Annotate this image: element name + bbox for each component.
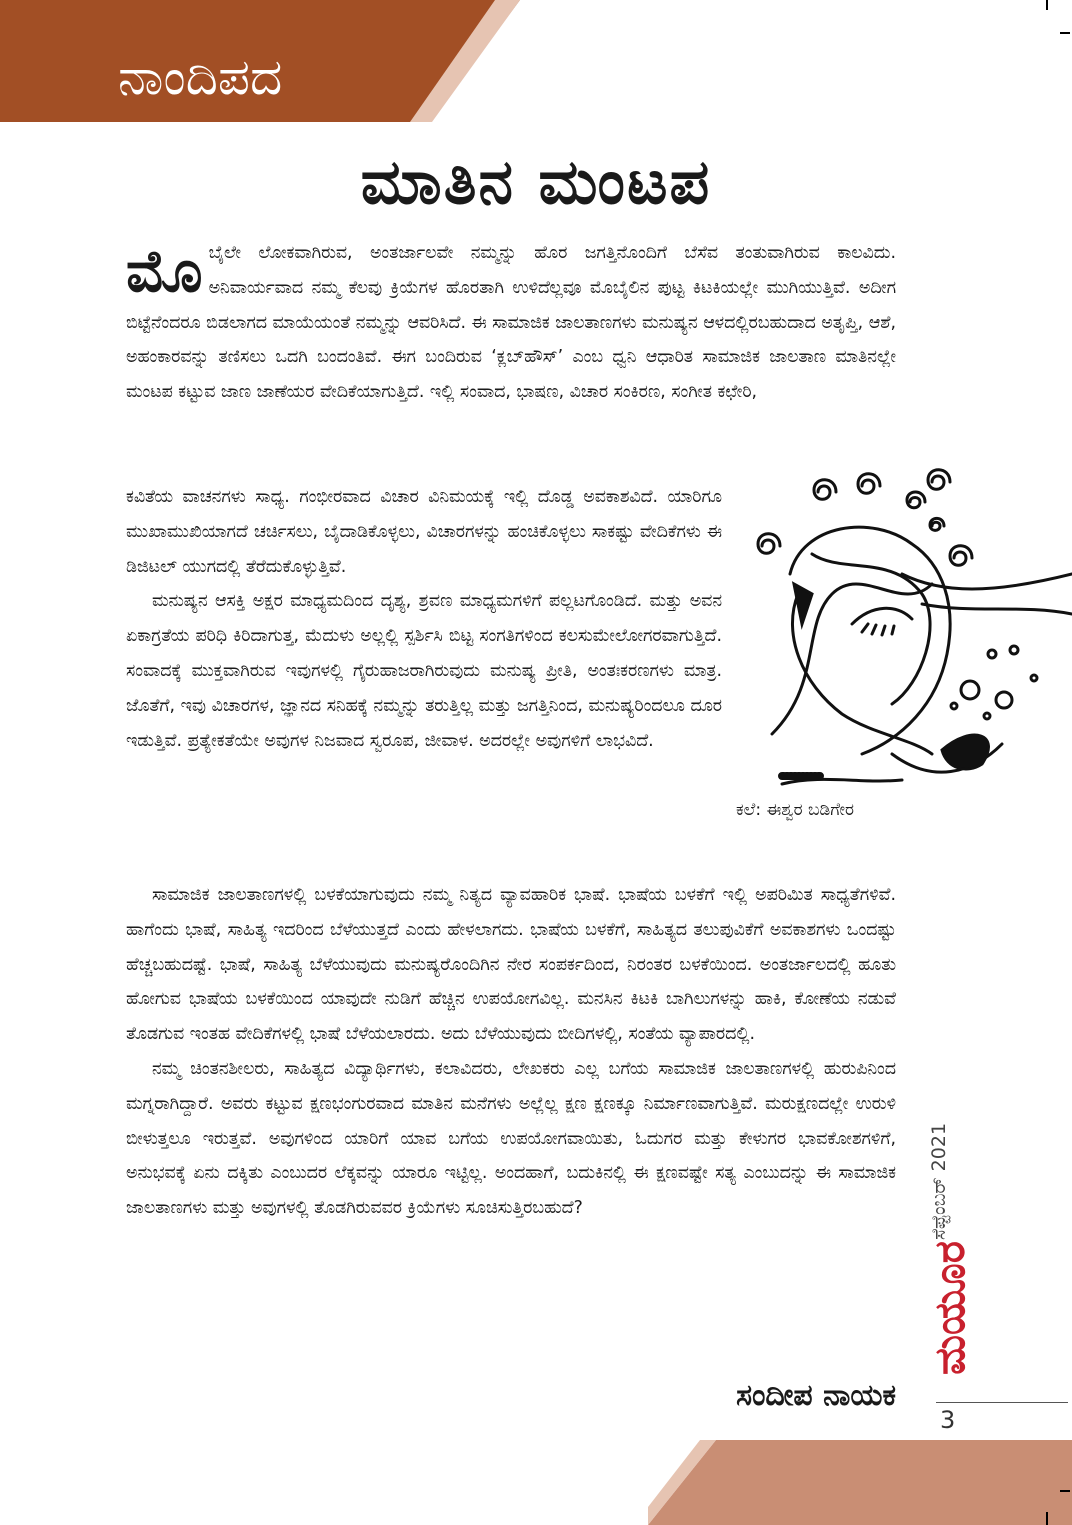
article-column-bottom [126, 878, 896, 1226]
crop-mark [1060, 1490, 1070, 1492]
author-signature: ಸಂದೀಪ ನಾಯಕ [736, 1378, 896, 1413]
face-lines [772, 527, 1072, 784]
crop-mark [1046, 1512, 1048, 1525]
spiral-swirls [758, 470, 972, 566]
paragraph-1-continued: ಕವಿತೆಯ ವಾಚನಗಳು ಸಾಧ್ಯ. ಗಂಭೀರವಾದ ವಿಚಾರ ವಿನಿಮಯಕ್ಕೆ ಇಲ್ಲಿ ದೊಡ್ಡ ಅವಕಾಶವಿದೆ. ಯಾರಿಗೂ ಮುಖಾಮುಖಿಯಾಗದೆ ಚರ್ಚಿಸಲು, ಬೈದಾಡಿಕೊಳ್ಳಲು, ವಿಚಾರಗಳನ್ನು ಹಂಚಿಕೊಳ್ಳಲು ಸಾಕಷ್ಟು ವೇದಿಕೆಗಳು ಈ ಡಿಜಿಟಲ್ ಯುಗದಲ್ಲಿ ತೆರೆದುಕೊಳ್ಳುತ್ತಿವೆ. [126, 487, 722, 577]
magazine-logo [925, 1241, 975, 1375]
crop-mark [1060, 32, 1070, 34]
issue-month [928, 1100, 948, 1240]
page-number-rule [936, 1402, 1068, 1403]
paragraph-3: ಸಾಮಾಜಿಕ ಜಾಲತಾಣಗಳಲ್ಲಿ ಬಳಕೆಯಾಗುವುದು ನಮ್ಮ ನಿತ್ಯದ ವ್ಯಾವಹಾರಿಕ ಭಾಷೆ. ಭಾಷೆಯ ಬಳಕೆಗೆ ಇಲ್ಲಿ ಅಪರಿಮಿತ ಸಾಧ್ಯತೆಗಳಿವೆ. ಹಾಗೆಂದು ಭಾಷೆ, ಸಾಹಿತ್ಯ ಇದರಿಂದ ಬೆಳೆಯುತ್ತದೆ ಎಂದು ಹೇಳಲಾಗದು. ಭಾಷೆಯ ಬಳಕೆಗೆ, ಸಾಹಿತ್ಯದ ತಲುಪುವಿಕೆಗೆ ಅವಕಾಶಗಳು ಒಂದಷ್ಟು ಹೆಚ್ಚಬಹುದಷ್ಟೆ. ಭಾಷೆ, ಸಾಹಿತ್ಯ ಬೆಳೆಯುವುದು ಮನುಷ್ಯರೊಂದಿಗಿನ ನೇರ ಸಂಪರ್ಕದಿಂದ, ನಿರಂತರ ಬಳಕೆಯಿಂದ. ಅಂತರ್ಜಾಲದಲ್ಲಿ ಹೂತು ಹೋಗುವ ಭಾಷೆಯ ಬಳಕೆಯಿಂದ ಯಾವುದೇ ನುಡಿಗೆ ಹೆಚ್ಚಿನ ಉಪಯೋಗವಿಲ್ಲ. ಮನಸಿನ ಕಿಟಕಿ ಬಾಗಿಲುಗಳನ್ನು ಹಾಕಿ, ಕೋಣೆಯ ನಡುವೆ ತೊಡಗುವ ಇಂತಹ ವೇದಿಕೆಗಳಲ್ಲಿ ಭಾಷೆ ಬೆಳೆಯಲಾರದು. ಅದು ಬೆಳೆಯುವುದು ಬೀದಿಗಳಲ್ಲಿ, ಸಂತೆಯ ವ್ಯಾಪಾರದಲ್ಲಿ. [126, 885, 896, 1045]
section-label: ನಾಂದಿಪದ [118, 48, 283, 106]
page-number: 3 [940, 1406, 956, 1434]
art-credit: ಕಲೆ: ಈಶ್ವರ ಬಡಿಗೇರ [736, 800, 854, 820]
crop-mark [1046, 0, 1048, 10]
paragraph-2: ಮನುಷ್ಯನ ಆಸಕ್ತಿ ಅಕ್ಷರ ಮಾಧ್ಯಮದಿಂದ ದೃಶ್ಯ, ಶ್ರವಣ ಮಾಧ್ಯಮಗಳಿಗೆ ಪಲ್ಲಟಗೊಂಡಿದೆ. ಮತ್ತು ಅವನ ಏಕಾಗ್ರತೆಯ ಪರಿಧಿ ಕಿರಿದಾಗುತ್ತ, ಮೆದುಳು ಅಲ್ಲಲ್ಲಿ ಸ್ಪರ್ಶಿಸಿ ಬಿಟ್ಟ ಸಂಗತಿಗಳಿಂದ ಕಲಸುಮೇಲೋಗರವಾಗುತ್ತಿದೆ. ಸಂವಾದಕ್ಕೆ ಮುಕ್ತವಾಗಿರುವ ಇವುಗಳಲ್ಲಿ ಗೈರುಹಾಜರಾಗಿರುವುದು ಮನುಷ್ಯ ಪ್ರೀತಿ, ಅಂತಃಕರಣಗಳು ಮಾತ್ರ. ಜೊತೆಗೆ, ಇವು ವಿಚಾರಗಳ, ಜ್ಞಾನದ ಸನಿಹಕ್ಕೆ ನಮ್ಮನ್ನು ತರುತ್ತಿಲ್ಲ ಮತ್ತು ಜಗತ್ತಿನಿಂದ, ಮನುಷ್ಯರಿಂದಲೂ ದೂರ ಇಡುತ್ತಿವೆ. ಪ್ರತ್ಯೇಕತೆಯೇ ಅವುಗಳ ನಿಜವಾದ ಸ್ವರೂಪ, ಜೀವಾಳ. ಅದರಲ್ಲೇ ಅವುಗಳಿಗೆ ಲಾಭವಿದೆ. [126, 591, 722, 751]
face-illustration [742, 454, 1072, 799]
footer-band-fill [648, 1440, 1072, 1525]
issue-month-text: ಸೆಪ್ಟೆಂಬರ್ 2021 [928, 1122, 950, 1240]
paragraph-1-text: ಬೈಲೇ ಲೋಕವಾಗಿರುವ, ಅಂತರ್ಜಾಲವೇ ನಮ್ಮನ್ನು ಹೊರ ಜಗತ್ತಿನೊಂದಿಗೆ ಬೆಸೆವ ತಂತುವಾಗಿರುವ ಕಾಲವಿದು. ಅನಿವಾರ್ಯವಾದ ನಮ್ಮ ಕೆಲವು ಕ್ರಿಯೆಗಳ ಹೊರತಾಗಿ ಉಳಿದೆಲ್ಲವೂ ಮೊಬೈಲಿನ ಪುಟ್ಟ ಕಿಟಕಿಯಲ್ಲೇ ಮುಗಿಯುತ್ತಿವೆ. ಅದೀಗ ಬಿಟ್ಟೆನೆಂದರೂ ಬಿಡಲಾಗದ ಮಾಯೆಯಂತೆ ನಮ್ಮನ್ನು ಆವರಿಸಿದೆ. ಈ ಸಾಮಾಜಿಕ ಜಾಲತಾಣಗಳು ಮನುಷ್ಯನ ಆಳದಲ್ಲಿರಬಹುದಾದ ಅತೃಪ್ತಿ, ಆಶೆ, ಅಹಂಕಾರವನ್ನು ತಣಿಸಲು ಒದಗಿ ಬಂದಂತಿವೆ. ಈಗ ಬಂದಿರುವ ‘ಕ್ಲಬ್‌ಹೌಸ್’ ಎಂಬ ಧ್ವನಿ ಆಧಾರಿತ ಸಾಮಾಜಿಕ ಜಾಲತಾಣ ಮಾತಿನಲ್ಲೇ ಮಂಟಪ ಕಟ್ಟುವ ಜಾಣ ಜಾಣೆಯರ ವೇದಿಕೆಯಾಗುತ್ತಿದೆ. ಇಲ್ಲಿ ಸಂವಾದ, ಭಾಷಣ, ವಿಚಾರ ಸಂಕಿರಣ, ಸಂಗೀತ ಕಛೇರಿ, [126, 243, 896, 403]
footer-band [648, 1440, 1072, 1525]
article-column-narrow [126, 480, 722, 758]
drop-cap: ಮೊ [126, 237, 203, 305]
paragraph-4: ನಮ್ಮ ಚಿಂತನಶೀಲರು, ಸಾಹಿತ್ಯದ ವಿದ್ಯಾರ್ಥಿಗಳು, ಕಲಾವಿದರು, ಲೇಖಕರು ಎಲ್ಲ ಬಗೆಯ ಸಾಮಾಜಿಕ ಜಾಲತಾಣಗಳಲ್ಲಿ ಹುರುಪಿನಿಂದ ಮಗ್ನರಾಗಿದ್ದಾರೆ. ಅವರು ಕಟ್ಟುವ ಕ್ಷಣಭಂಗುರವಾದ ಮಾತಿನ ಮನೆಗಳು ಅಲ್ಲೆಲ್ಲ ಕ್ಷಣ ಕ್ಷಣಕ್ಕೂ ನಿರ್ಮಾಣವಾಗುತ್ತಿವೆ. ಮರುಕ್ಷಣದಲ್ಲೇ ಉರುಳಿ ಬೀಳುತ್ತಲೂ ಇರುತ್ತವೆ. ಅವುಗಳಿಂದ ಯಾರಿಗೆ ಯಾವ ಬಗೆಯ ಉಪಯೋಗವಾಯಿತು, ಓದುಗರ ಮತ್ತು ಕೇಳುಗರ ಭಾವಕೋಶಗಳಿಗೆ, ಅನುಭವಕ್ಕೆ ಏನು ದಕ್ಕಿತು ಎಂಬುದರ ಲೆಕ್ಕವನ್ನು ಯಾರೂ ಇಟ್ಟಿಲ್ಲ. ಅಂದಹಾಗೆ, ಬದುಕಿನಲ್ಲಿ ಈ ಕ್ಷಣವಷ್ಟೇ ಸತ್ಯ ಎಂಬುದನ್ನು ಈ ಸಾಮಾಜಿಕ ಜಾಲತಾಣಗಳು ಮತ್ತು ಅವುಗಳಲ್ಲಿ ತೊಡಗಿರುವವರ ಕ್ರಿಯೆಗಳು ಸೂಚಿಸುತ್ತಿರಬಹುದೆ? [126, 1058, 896, 1219]
bubbles [951, 646, 1037, 719]
magazine-logo-text: ಮಯೂರ [925, 1241, 974, 1375]
article-title: ಮಾತಿನ ಮಂಟಪ [360, 145, 712, 218]
paragraph-1 [126, 236, 896, 410]
article-column-top [126, 236, 896, 410]
